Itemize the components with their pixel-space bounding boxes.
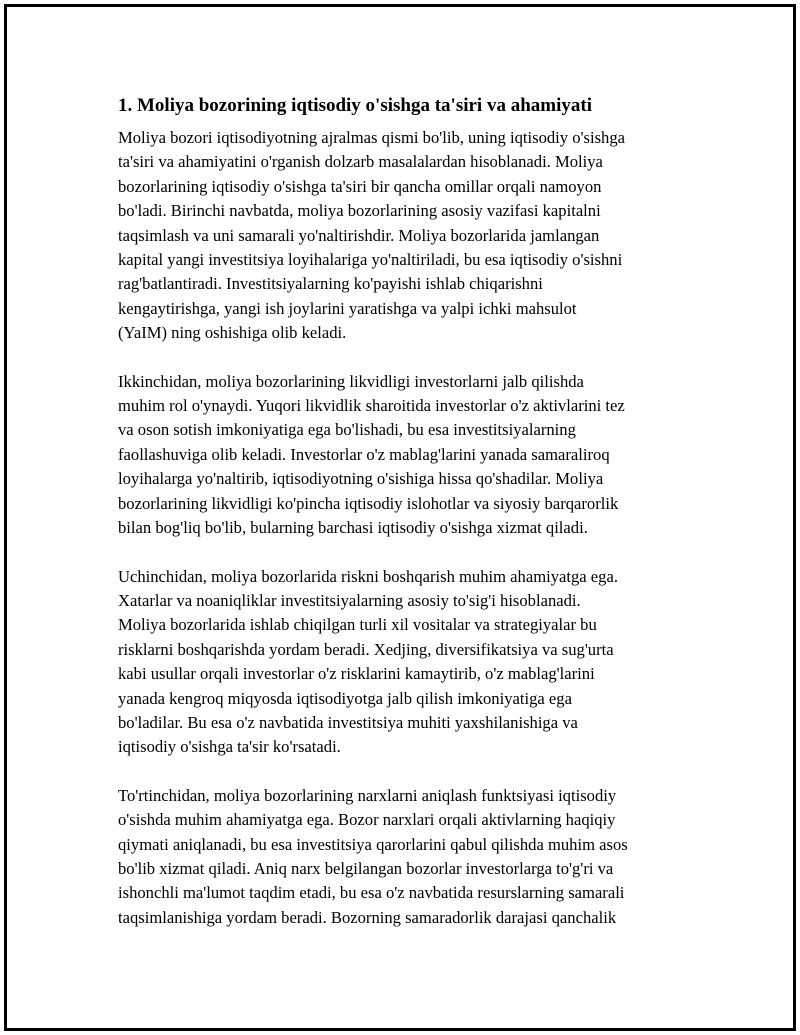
paragraph-2	[118, 370, 688, 541]
document-body	[118, 92, 688, 954]
text-line: ishonchli ma'lumot taqdim etadi, bu esa o'z navbatida resurslarning samarali	[118, 883, 625, 903]
text-line: kabi usullar orqali investorlar o'z risklarini kamaytirib, o'z mablag'larini	[118, 664, 595, 684]
paragraph-4	[118, 784, 688, 930]
text-line: kapital yangi investitsiya loyihalariga yo'naltiriladi, bu esa iqtisodiy o'sishni	[118, 250, 623, 270]
text-line: bo'ladi. Birinchi navbatda, moliya bozorlarining asosiy vazifasi kapitalni	[118, 201, 601, 221]
text-line: kengaytirishga, yangi ish joylarini yaratishga va yalpi ichki mahsulot	[118, 298, 577, 318]
text-line: bo'lib xizmat qiladi. Aniq narx belgilangan bozorlar investorlarga to'g'ri va	[118, 858, 614, 878]
text-line: rag'batlantiradi. Investitsiyalarning ko'payishi ishlab chiqarishni	[118, 274, 543, 294]
text-line: ta'siri va ahamiyatini o'rganish dolzarb masalalardan hisoblanadi. Moliya	[118, 152, 603, 172]
text-line: qiymati aniqlanadi, bu esa investitsiya qarorlarini qabul qilishda muhim asos	[118, 834, 628, 854]
text-line: faollashuviga olib keladi. Investorlar o'z mablag'larini yanada samaraliroq	[118, 444, 610, 464]
text-line: To'rtinchidan, moliya bozorlarining narxlarni aniqlash funktsiyasi iqtisodiy	[118, 785, 617, 805]
text-line: bilan bog'liq bo'lib, bularning barchasi iqtisodiy o'sishga xizmat qiladi.	[118, 518, 588, 538]
text-line: muhim rol o'ynaydi. Yuqori likvidlik sharoitida investorlar o'z aktivlarini tez	[118, 396, 625, 416]
text-line: bozorlarining iqtisodiy o'sishga ta'siri bir qancha omillar orqali namoyon	[118, 176, 602, 196]
text-line: bo'ladilar. Bu esa o'z navbatida investitsiya muhiti yaxshilanishiga va	[118, 712, 578, 732]
text-line: Uchinchidan, moliya bozorlarida riskni boshqarish muhim ahamiyatga ega.	[118, 566, 618, 586]
text-line: taqsimlanishiga yordam beradi. Bozorning samaradorlik darajasi qanchalik	[118, 907, 617, 927]
text-line: yanada kengroq miqyosda iqtisodiyotga jalb qilish imkoniyatiga ega	[118, 688, 572, 708]
text-line: va oson sotish imkoniyatiga ega bo'lishadi, bu esa investitsiyalarning	[118, 420, 576, 440]
section-heading: 1. Moliya bozorining iqtisodiy o'sishga ta'siri va ahamiyati	[118, 95, 592, 116]
text-line: Moliya bozori iqtisodiyotning ajralmas qismi bo'lib, uning iqtisodiy o'sishga	[118, 128, 626, 147]
text-line: (YaIM) ning oshishiga olib keladi.	[118, 323, 347, 343]
text-line: Moliya bozorlarida ishlab chiqilgan turli xil vositalar va strategiyalar bu	[118, 615, 597, 635]
text-line: o'sishda muhim ahamiyatga ega. Bozor narxlari orqali aktivlarning haqiqiy	[118, 810, 616, 830]
text-line: taqsimlash va uni samarali yo'naltirishdir. Moliya bozorlarida jamlangan	[118, 225, 600, 245]
text-line: Xatarlar va noaniqliklar investitsiyalarning asosiy to'sig'i hisoblanadi.	[118, 590, 581, 610]
text-line: bozorlarining likvidligi ko'pincha iqtisodiy islohotlar va siyosiy barqarorlik	[118, 493, 619, 513]
text-line: loyihalarga yo'naltirib, iqtisodiyotning o'sishiga hissa qo'shadilar. Moliya	[118, 469, 604, 489]
paragraph-3	[118, 565, 688, 760]
text-line: iqtisodiy o'sishga ta'sir ko'rsatadi.	[118, 737, 341, 757]
paragraph-1	[118, 126, 688, 346]
text-line: risklarni boshqarishda yordam beradi. Xedjing, diversifikatsiya va sug'urta	[118, 639, 614, 659]
text-line: Ikkinchidan, moliya bozorlarining likvidligi investorlarni jalb qilishda	[118, 371, 584, 391]
